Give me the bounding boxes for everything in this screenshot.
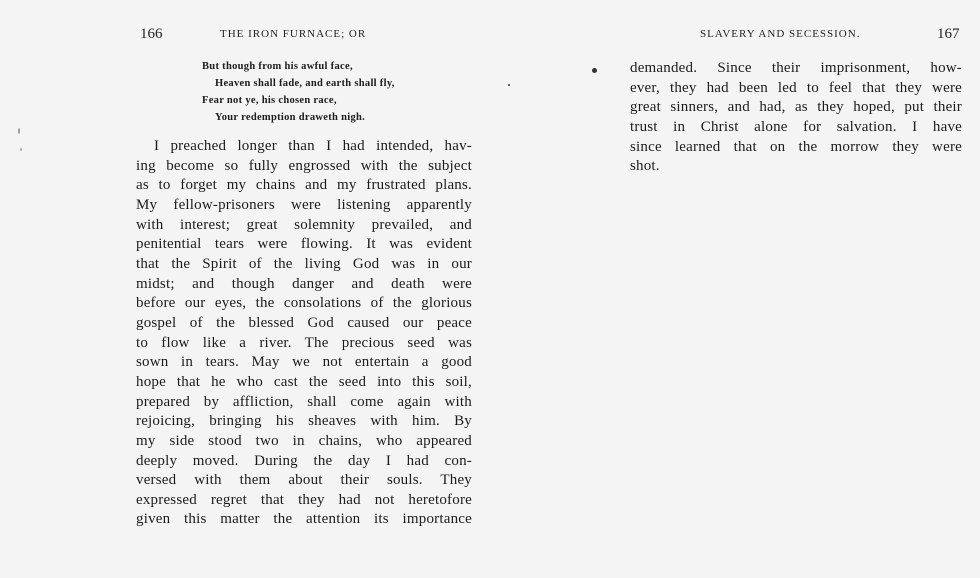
verse-line-3: Fear not ye, his chosen race, — [202, 95, 337, 106]
body-line: with interest; great solemnity prevailed, and — [136, 216, 472, 233]
body-line: penitential tears were flowing. It was evident — [136, 236, 472, 253]
body-line: ever, they had been led to feel that they were — [630, 79, 962, 96]
left-running-head: THE IRON FURNACE; OR — [220, 28, 367, 40]
scan-speck — [508, 84, 510, 86]
body-line: deeply moved. During the day I had con- — [136, 452, 472, 469]
body-line: as to forget my chains and my frustrated plans. — [136, 177, 472, 194]
body-line: given this matter the attention its importance — [136, 511, 472, 528]
body-line: midst; and though danger and death were — [136, 275, 472, 292]
body-line: versed with them about their souls. They — [136, 472, 472, 489]
hymn-verse — [202, 58, 395, 126]
body-line: rejoicing, bringing his sheaves with him. By — [136, 413, 472, 430]
body-line: my side stood two in chains, who appeared — [136, 432, 472, 449]
right-page-number: 167 — [937, 26, 960, 42]
body-line: trust in Christ alone for salvation. I have — [630, 118, 962, 135]
body-line: shot. — [630, 158, 660, 175]
body-line: since learned that on the morrow they were — [630, 138, 962, 155]
right-body-text — [630, 59, 962, 177]
body-line: that the Spirit of the living God was in our — [136, 255, 472, 272]
body-line: sown in tears. May we not entertain a good — [136, 354, 472, 371]
body-line: gospel of the blessed God caused our peace — [136, 314, 472, 331]
verse-line-1: But though from his awful face, — [202, 61, 353, 72]
body-line: I preached longer than I had intended, hav- — [154, 138, 472, 154]
body-line: to flow like a river. The precious seed was — [136, 334, 472, 351]
right-running-head: SLAVERY AND SECESSION. — [700, 28, 861, 40]
right-page — [490, 0, 980, 578]
body-line: hope that he who cast the seed into this soil, — [136, 373, 472, 390]
scan-speck — [18, 128, 20, 134]
body-line: expressed regret that they had not heretofore — [136, 491, 472, 508]
left-body-text — [136, 137, 472, 530]
body-line: ing become so fully engrossed with the subject — [136, 157, 472, 174]
verse-line-2: Heaven shall fade, and earth shall fly, — [215, 78, 395, 89]
scan-speck — [20, 148, 22, 151]
body-line: prepared by affliction, shall come again with — [136, 393, 472, 410]
body-line: My fellow-prisoners were listening apparently — [136, 196, 472, 213]
body-line: great sinners, and had, as they hoped, put their — [630, 99, 962, 116]
body-line: demanded. Since their imprisonment, how- — [630, 60, 962, 76]
verse-line-4: Your redemption draweth nigh. — [215, 112, 366, 123]
scan-speck — [592, 68, 597, 73]
body-line: before our eyes, the consolations of the glorious — [136, 295, 472, 312]
left-page-number: 166 — [140, 26, 163, 42]
